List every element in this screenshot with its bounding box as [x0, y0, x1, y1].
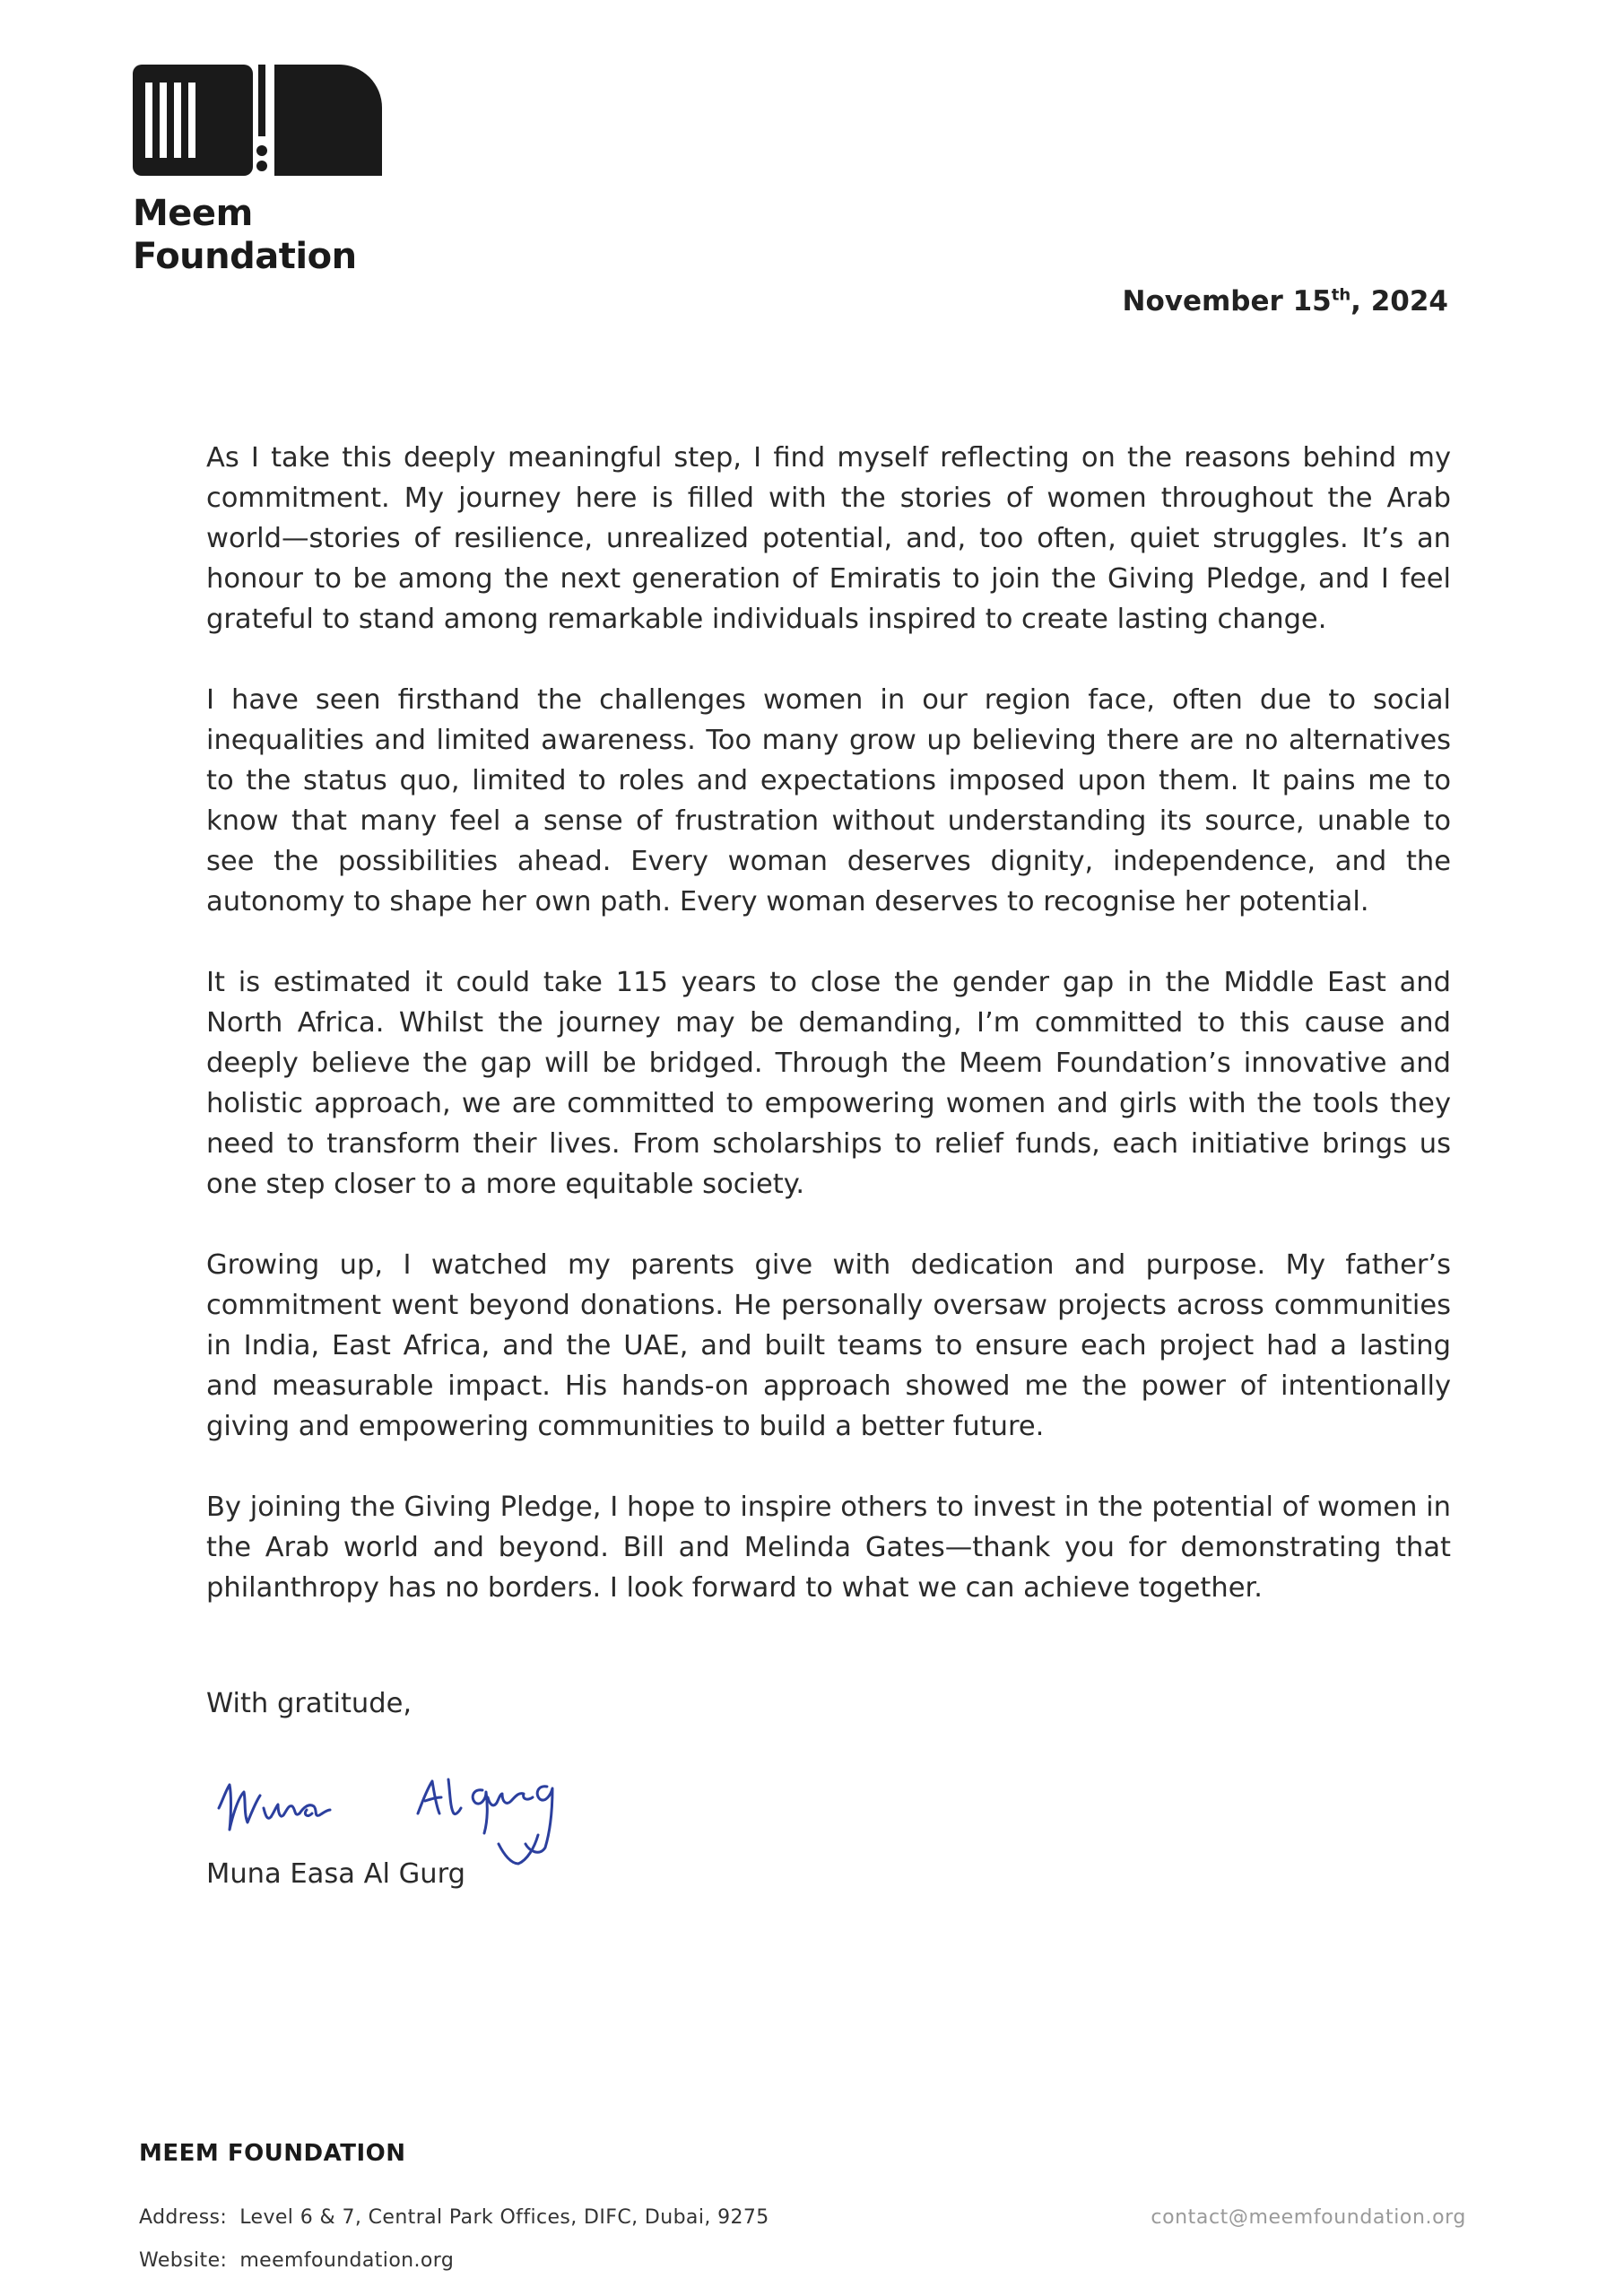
logo-line-2: Foundation — [133, 236, 357, 277]
letter-date — [1123, 285, 1449, 317]
footer-website — [139, 2249, 454, 2272]
paragraph: As I take this deeply meaningful step, I find myself reflecting on the reasons behind my commitment. My journey here is filled with the stories of women throughout the Arab world—stories of resilience, unrealized potential, and, too often, quiet struggles. It’s an honour to be among the next generation of Emiratis to join the Giving Pledge, and I feel grateful to stand among remarkable individuals inspired to create lasting change. — [206, 442, 1451, 635]
paragraph: Growing up, I watched my parents give with dedication and purpose. My father’s commitment went beyond donations. He personally oversaw projects across communities in India, East Africa, and the UAE, and built teams to ensure each project had a lasting and measurable impact. His hands-on approach showed me the power of intentionally giving and empowering communities to build a better future. — [206, 1249, 1451, 1442]
date-main: November 15 — [1122, 285, 1332, 317]
contact-email-link[interactable]: contact@meemfoundation.org — [1151, 2206, 1466, 2229]
website-label: Website: — [139, 2249, 228, 2272]
website-link[interactable]: meemfoundation.org — [239, 2249, 455, 2272]
paragraph: I have seen firsthand the challenges women in our region face, often due to social inequalities and limited awareness. Too many grow up believing there are no alternatives to the status quo, limited to roles and expectations imposed upon them. It pains me to know that many feel a sense of frustration without understanding its source, unable to see the possibilities ahead. Every woman deserves dignity, independence, and the autonomy to shape her own path. Every woman deserves to recognise her potential. — [206, 684, 1451, 918]
address-value: Level 6 & 7, Central Park Offices, DIFC, Dubai, 9275 — [239, 2206, 769, 2229]
letter-body — [206, 438, 1451, 1648]
paragraph: By joining the Giving Pledge, I hope to inspire others to invest in the potential of women in the Arab world and beyond. Bill and Melinda Gates—thank you for demonstrating that philanthropy has no borders. I look forward to what we can achieve together. — [206, 1492, 1451, 1604]
logo-line-1: Meem — [133, 193, 253, 234]
address-label: Address: — [139, 2206, 228, 2229]
logo-wordmark — [133, 192, 357, 278]
closing-line: With gratitude, — [206, 1688, 413, 1719]
signer-name: Muna Easa Al Gurg — [206, 1858, 465, 1890]
date-year: , 2024 — [1350, 285, 1448, 317]
meem-foundation-logo-icon — [133, 65, 382, 181]
footer-org-name: MEEM FOUNDATION — [139, 2140, 406, 2167]
footer-address — [139, 2206, 769, 2229]
date-suffix: th — [1331, 285, 1351, 305]
paragraph: It is estimated it could take 115 years to close the gender gap in the Middle East and North Africa. Whilst the journey may be demanding, I’m committed to this cause and deeply believe the gap will be bridged. Through the Meem Foundation’s innovative and holistic approach, we are committed to empowering women and girls with the tools they need to transform their lives. From scholarships to relief funds, each initiative brings us one step closer to a more equitable society. — [206, 967, 1451, 1200]
